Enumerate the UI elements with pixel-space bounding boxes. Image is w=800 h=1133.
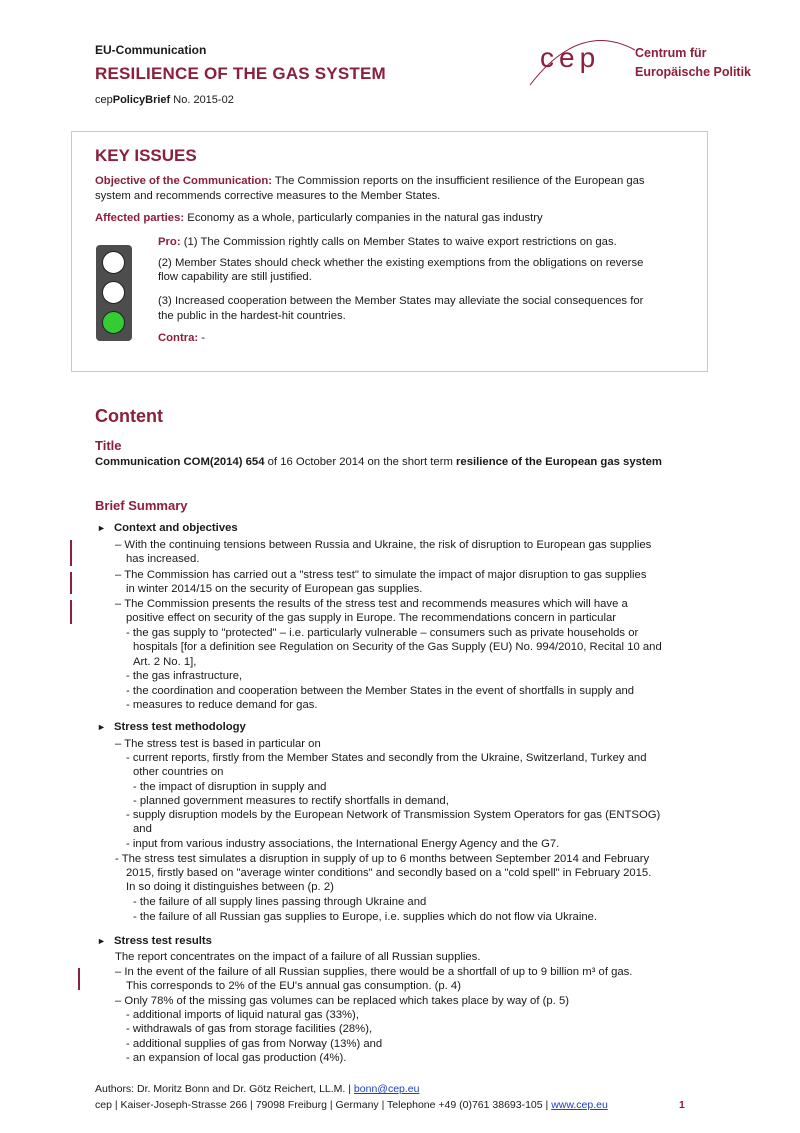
body-line: – In the event of the failure of all Russian supplies, there would be a shortfall of up to 9 billion m³ of gas. bbox=[115, 966, 633, 978]
website-link[interactable]: www.cep.eu bbox=[551, 1099, 608, 1111]
pro-2a: (2) Member States should check whether the existing exemptions from the obligations on reverse bbox=[158, 257, 644, 269]
affected-label: Affected parties: bbox=[95, 212, 185, 224]
affected-line bbox=[95, 211, 543, 226]
body-line: - input from various industry associations, the International Energy Agency and the G7. bbox=[126, 838, 560, 850]
pro-2b: flow capability are still justified. bbox=[158, 271, 312, 283]
brief-bold: PolicyBrief bbox=[112, 94, 171, 106]
traffic-light-bottom-lamp bbox=[102, 311, 125, 334]
objective-text-2: system and recommends corrective measures to the Member States. bbox=[95, 190, 441, 202]
body-line: - the gas supply to "protected" – i.e. particularly vulnerable – consumers such as private households or bbox=[126, 627, 639, 639]
pro-1 bbox=[158, 235, 617, 250]
key-issues-heading: KEY ISSUES bbox=[95, 146, 197, 165]
body-line: - supply disruption models by the European Network of Transmission System Operators for gas (ENTSOG) bbox=[126, 809, 661, 821]
body-line: - additional supplies of gas from Norway (13%) and bbox=[126, 1038, 383, 1050]
cep-logo: cep bbox=[540, 42, 601, 73]
address-text: cep | Kaiser-Joseph-Strasse 266 | 79098 Freiburg | Germany | Telephone +49 (0)761 38693-105 | bbox=[95, 1099, 552, 1111]
contra-line bbox=[158, 331, 205, 346]
communication-title bbox=[95, 455, 687, 470]
body-line: Art. 2 No. 1], bbox=[133, 656, 197, 668]
body-line: - measures to reduce demand for gas. bbox=[126, 699, 318, 711]
comm-bold-1: Communication COM(2014) 654 bbox=[95, 456, 265, 468]
arrow-bullet-icon: ► bbox=[97, 523, 106, 533]
document-title: RESILIENCE OF THE GAS SYSTEM bbox=[95, 64, 386, 83]
body-line: hospitals [for a definition see Regulation on Security of the Gas Supply (EU) No. 994/2010, Recital 10 and bbox=[133, 641, 662, 653]
margin-change-bar bbox=[70, 600, 72, 624]
page-number: 1 bbox=[679, 1099, 685, 1111]
body-line: – The Commission has carried out a "stress test" to simulate the impact of major disruption to gas supplies bbox=[115, 569, 647, 581]
body-line: - the coordination and cooperation between the Member States in the event of shortfalls in supply and bbox=[126, 685, 635, 697]
body-line: The report concentrates on the impact of a failure of all Russian supplies. bbox=[115, 951, 481, 963]
body-line: - an expansion of local gas production (4%). bbox=[126, 1052, 347, 1064]
body-line: This corresponds to 2% of the EU's annual gas consumption. (p. 4) bbox=[126, 980, 461, 992]
section-label: Context and objectives bbox=[114, 522, 238, 534]
traffic-light-middle-lamp bbox=[102, 281, 125, 304]
comm-bold-3: system bbox=[623, 456, 662, 468]
objective-label: Objective of the Communication: bbox=[95, 175, 272, 187]
brief-prefix: cep bbox=[95, 94, 113, 106]
affected-text: Economy as a whole, particularly companies in the natural gas industry bbox=[184, 212, 543, 224]
margin-change-bar bbox=[70, 540, 72, 566]
pro-1-text: (1) The Commission rightly calls on Member States to waive export restrictions on gas. bbox=[180, 236, 617, 248]
body-line: - the gas infrastructure, bbox=[126, 670, 243, 682]
contra-text: - bbox=[198, 332, 206, 344]
body-line: - the impact of disruption in supply and bbox=[133, 781, 327, 793]
body-line: – The Commission presents the results of the stress test and recommends measures which will have a bbox=[115, 598, 628, 610]
objective-line bbox=[95, 174, 645, 189]
document-type: EU-Communication bbox=[95, 43, 207, 57]
brief-number: No. 2015-02 bbox=[170, 94, 234, 106]
brief-summary-heading: Brief Summary bbox=[95, 498, 188, 513]
body-line: other countries on bbox=[133, 766, 224, 778]
body-line: - the failure of all supply lines passing through Ukraine and bbox=[133, 896, 427, 908]
body-line: - planned government measures to rectify shortfalls in demand, bbox=[133, 795, 449, 807]
margin-change-bar bbox=[78, 968, 80, 990]
body-line: and bbox=[133, 823, 152, 835]
objective-text: The Commission reports on the insufficient resilience of the European gas bbox=[272, 175, 645, 187]
body-line: – Only 78% of the missing gas volumes can be replaced which takes place by way of (p. 5) bbox=[115, 995, 569, 1007]
section-label: Stress test methodology bbox=[114, 721, 246, 733]
traffic-light-icon bbox=[96, 245, 132, 341]
body-line: - current reports, firstly from the Member States and secondly from the Ukraine, Switzerland, Turkey and bbox=[126, 752, 647, 764]
logo-line-2: Europäische Politik bbox=[635, 65, 752, 79]
arrow-bullet-icon: ► bbox=[97, 722, 106, 732]
contra-label: Contra: bbox=[158, 332, 199, 344]
section-results bbox=[97, 935, 212, 947]
authors-text: Authors: Dr. Moritz Bonn and Dr. Götz Reichert, LL.M. | bbox=[95, 1083, 354, 1095]
policy-brief-number bbox=[95, 94, 234, 106]
title-heading: Title bbox=[95, 438, 122, 453]
author-email-link[interactable]: bonn@cep.eu bbox=[353, 1083, 420, 1095]
pro-3b: the public in the hardest-hit countries. bbox=[158, 310, 346, 322]
comm-bold-2: resilience of the European gas bbox=[456, 456, 620, 468]
body-line: In so doing it distinguishes between (p. 2) bbox=[126, 881, 334, 893]
body-line: 2015, firstly based on "average winter conditions" and secondly based on a "cold spell" in February 2015. bbox=[126, 867, 652, 879]
comm-text-1: of 16 October 2014 on the short term bbox=[264, 456, 457, 468]
content-heading: Content bbox=[95, 406, 163, 426]
logo-line-1: Centrum für bbox=[635, 46, 707, 60]
logo-subtitle bbox=[635, 44, 751, 82]
margin-change-bar bbox=[70, 572, 72, 594]
body-line: - The stress test simulates a disruption in supply of up to 6 months between September 2014 and February bbox=[115, 853, 650, 865]
arrow-bullet-icon: ► bbox=[97, 936, 106, 946]
traffic-light-top-lamp bbox=[102, 251, 125, 274]
body-line: - additional imports of liquid natural gas (33%), bbox=[126, 1009, 359, 1021]
section-methodology bbox=[97, 721, 246, 733]
section-context bbox=[97, 522, 238, 534]
body-line: in winter 2014/15 on the security of European gas supplies. bbox=[126, 583, 423, 595]
body-line: positive effect on security of the gas supply in Europe. The recommendations concern in particular bbox=[126, 612, 617, 624]
body-line: has increased. bbox=[126, 553, 200, 565]
section-label: Stress test results bbox=[114, 935, 212, 947]
footer-authors bbox=[95, 1083, 419, 1095]
body-line: – With the continuing tensions between Russia and Ukraine, the risk of disruption to European gas supplies bbox=[115, 539, 652, 551]
pro-label: Pro: bbox=[158, 236, 181, 248]
body-line: – The stress test is based in particular on bbox=[115, 738, 321, 750]
pro-3a: (3) Increased cooperation between the Member States may alleviate the social consequences for bbox=[158, 295, 644, 307]
body-line: - the failure of all Russian gas supplies to Europe, i.e. supplies which do not flow via Ukraine. bbox=[133, 911, 598, 923]
footer-address bbox=[95, 1099, 608, 1111]
body-line: - withdrawals of gas from storage facilities (28%), bbox=[126, 1023, 373, 1035]
